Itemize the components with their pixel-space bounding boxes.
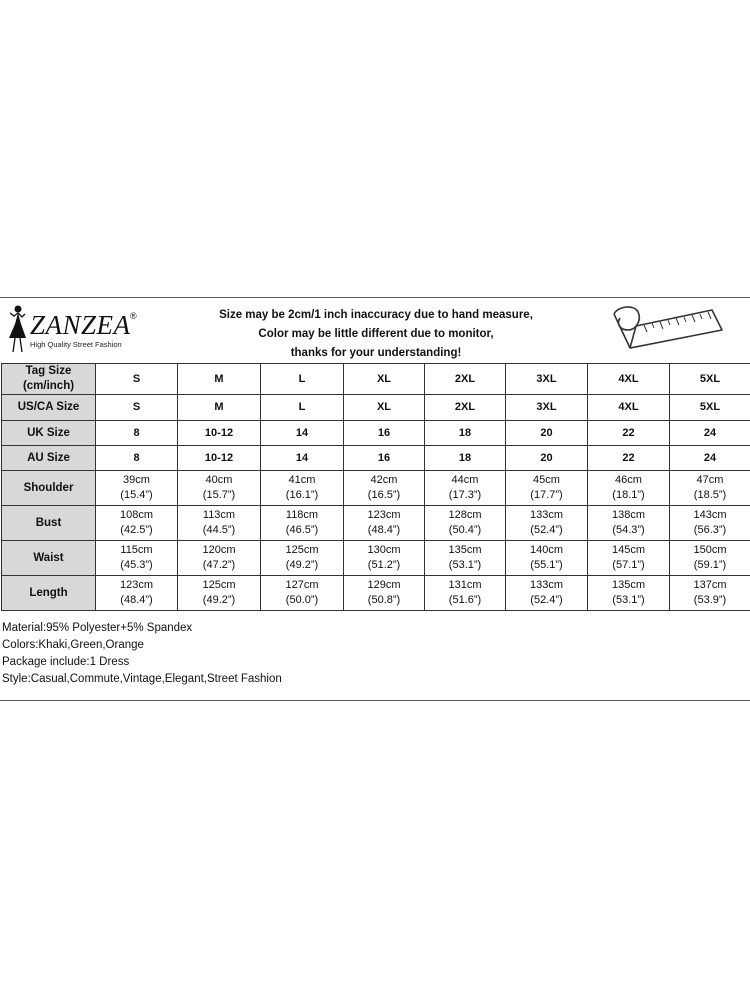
inch-value: (17.7”) [530,489,563,501]
cm-value: 39cm [123,474,150,486]
registered-mark: ® [130,311,137,321]
inch-value: (51.6”) [448,594,482,606]
table-cell: 18 [425,421,506,446]
inch-value: (53.9”) [693,594,727,606]
cm-value: 129cm [367,579,401,591]
cm-value: 143cm [693,509,727,521]
table-cell: 8 [96,421,178,446]
cm-value: 44cm [451,474,479,486]
dress-figure-icon [6,304,28,354]
table-cell [96,576,178,611]
row-label: Length [2,576,96,611]
row-label: US/CA Size [2,395,96,421]
brand-logo [6,302,156,357]
cm-value: 113cm [202,509,236,521]
table-row [2,446,750,471]
notice-line: Size may be 2cm/1 inch inaccuracy due to hand measure, [219,309,533,321]
notice-line: Color may be little different due to monitor, [258,328,494,340]
inch-value: (50.8”) [367,594,401,606]
style-line: Style:Casual,Commute,Vintage,Elegant,Street Fashion [2,673,282,685]
row-label: Shoulder [2,471,96,506]
cm-value: 127cm [285,579,319,591]
table-cell [425,506,506,541]
table-cell: 22 [588,421,670,446]
size-header-cell: XL [344,364,425,395]
table-cell: 22 [588,446,670,471]
table-cell [96,471,178,506]
table-cell: 10-12 [178,446,261,471]
table-cell [588,541,670,576]
inch-value: (42.5”) [120,524,153,536]
cm-value: 150cm [693,544,727,556]
inch-value: (53.1”) [612,594,645,606]
table-cell: 10-12 [178,421,261,446]
cm-value: 40cm [205,474,233,486]
inch-value: (18.5”) [693,489,727,501]
cm-value: 125cm [202,579,236,591]
table-cell: 20 [506,446,588,471]
cm-value: 123cm [119,579,154,591]
row-label: AU Size [2,446,96,471]
table-cell [344,576,425,611]
inch-value: (48.4”) [120,594,153,606]
inch-value: (47.2”) [202,559,236,571]
cm-value: 145cm [611,544,646,556]
inch-value: (59.1”) [693,559,727,571]
table-cell [425,471,506,506]
size-header-cell: 5XL [670,364,750,395]
cm-value: 135cm [448,544,482,556]
inch-value: (50.0”) [285,594,319,606]
table-cell [506,541,588,576]
size-chart-table [1,363,750,611]
table-row [2,395,750,421]
size-header-cell: 3XL [506,364,588,395]
brand-tagline: High Quality Street Fashion [30,340,122,349]
cm-value: 138cm [611,509,646,521]
table-cell [588,576,670,611]
package-line: Package include:1 Dress [2,656,130,668]
table-cell: 14 [261,421,344,446]
brand-name: ZANZEA [30,310,131,340]
inch-value: (49.2”) [285,559,319,571]
cm-value: 140cm [529,544,564,556]
table-cell: L [261,395,344,421]
table-cell [178,471,261,506]
inch-value: (44.5”) [202,524,236,536]
table-cell [178,541,261,576]
table-row [2,506,750,541]
inch-value: (17.3”) [448,489,482,501]
size-header-cell: 4XL [588,364,670,395]
row-label: Waist [2,541,96,576]
inch-value: (50.4”) [448,524,482,536]
table-cell: 16 [344,421,425,446]
cm-value: 45cm [533,474,560,486]
inch-value: (55.1”) [530,559,563,571]
table-cell: XL [344,395,425,421]
table-row [2,576,750,611]
inch-value: (16.1”) [285,489,319,501]
inch-value: (51.2”) [367,559,401,571]
cm-value: 118cm [285,509,319,521]
table-cell [670,471,750,506]
table-cell: M [178,395,261,421]
table-cell [344,506,425,541]
table-cell [670,541,750,576]
table-cell [261,471,344,506]
product-details [2,620,282,688]
colors-line: Colors:Khaki,Green,Orange [2,639,144,651]
table-cell [506,506,588,541]
table-cell [588,471,670,506]
measurement-notice [160,306,592,363]
cm-value: 46cm [615,474,642,486]
cm-value: 47cm [696,474,724,486]
inch-value: (53.1”) [448,559,482,571]
cm-value: 133cm [529,509,564,521]
inch-value: (49.2”) [202,594,236,606]
table-cell: 8 [96,446,178,471]
inch-value: (52.4”) [530,594,563,606]
material-line: Material:95% Polyester+5% Spandex [2,622,193,634]
table-row [2,364,750,395]
notice-line: thanks for your understanding! [290,347,462,359]
size-header-cell: 2XL [425,364,506,395]
table-cell [506,471,588,506]
inch-value: (56.3”) [693,524,727,536]
table-cell [425,576,506,611]
bottom-divider [0,700,750,701]
table-cell: 16 [344,446,425,471]
table-row [2,421,750,446]
cm-value: 131cm [448,579,482,591]
table-cell: 2XL [425,395,506,421]
cm-value: 108cm [119,509,154,521]
table-cell [261,576,344,611]
row-label: Bust [2,506,96,541]
table-cell [588,506,670,541]
inch-value: (52.4”) [530,524,563,536]
table-cell: 20 [506,421,588,446]
table-cell [178,506,261,541]
cm-value: 130cm [367,544,401,556]
cm-value: 125cm [285,544,319,556]
cm-value: 135cm [611,579,646,591]
table-cell [261,506,344,541]
inch-value: (48.4”) [367,524,401,536]
size-header-cell: M [178,364,261,395]
table-cell [344,541,425,576]
table-cell: 18 [425,446,506,471]
inch-value: (16.5”) [367,489,401,501]
cm-value: 120cm [202,544,236,556]
table-cell [670,576,750,611]
inch-value: (15.4”) [120,489,153,501]
cm-value: 42cm [370,474,398,486]
inch-value: (45.3”) [120,559,153,571]
table-cell: 24 [670,446,750,471]
top-divider [0,297,750,298]
table-cell [670,506,750,541]
inch-value: (54.3”) [612,524,645,536]
table-cell [261,541,344,576]
table-cell [425,541,506,576]
table-cell [344,471,425,506]
table-cell [96,541,178,576]
row-label: UK Size [2,421,96,446]
cm-value: 115cm [120,544,153,556]
inch-value: (15.7”) [202,489,236,501]
tag-size-header: Tag Size (cm/inch) [2,364,96,395]
table-cell [96,506,178,541]
table-cell: 24 [670,421,750,446]
table-cell: 14 [261,446,344,471]
table-cell: 5XL [670,395,750,421]
size-header-cell: L [261,364,344,395]
size-header-cell: S [96,364,178,395]
table-cell: 4XL [588,395,670,421]
inch-value: (46.5”) [285,524,319,536]
inch-value: (18.1”) [612,489,645,501]
table-cell: 3XL [506,395,588,421]
table-cell [178,576,261,611]
table-cell: S [96,395,178,421]
cm-value: 133cm [529,579,564,591]
cm-value: 128cm [448,509,482,521]
cm-value: 123cm [367,509,401,521]
table-row [2,471,750,506]
table-row [2,541,750,576]
cm-value: 137cm [693,579,727,591]
inch-value: (57.1”) [612,559,645,571]
measuring-tape-icon [608,300,726,358]
cm-value: 41cm [288,474,316,486]
table-cell [506,576,588,611]
